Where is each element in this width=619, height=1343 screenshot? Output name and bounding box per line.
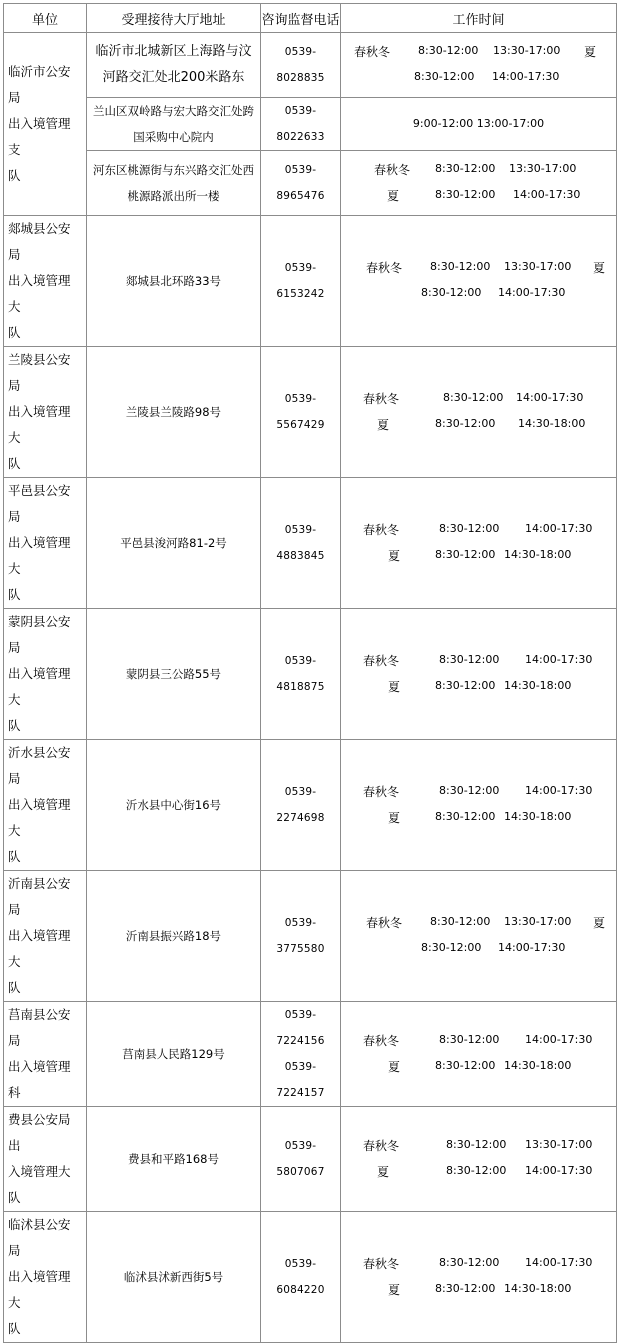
hours-am: 8:30-12:00 bbox=[435, 417, 496, 430]
hours-pm: 14:00-17:30 bbox=[525, 522, 593, 535]
unit-cell bbox=[4, 216, 87, 347]
hours-cell bbox=[341, 347, 617, 478]
phone-cell: 0539-8028835 bbox=[261, 33, 341, 98]
phone-cell: 0539-4818875 bbox=[261, 609, 341, 740]
table-row bbox=[4, 871, 617, 1002]
hours-cell bbox=[341, 151, 617, 216]
hours-am: 8:30-12:00 bbox=[435, 1282, 496, 1295]
hours-pm: 13:30-17:00 bbox=[504, 260, 572, 273]
hours-cell bbox=[341, 98, 617, 151]
unit-line: 出入境管理科 bbox=[8, 1059, 71, 1100]
hours-pm: 14:00-17:30 bbox=[498, 941, 566, 954]
unit-line: 队 bbox=[8, 718, 21, 733]
phone-cell bbox=[261, 1002, 341, 1107]
hours-cell bbox=[341, 1002, 617, 1107]
season-label: 夏 bbox=[388, 811, 401, 825]
unit-line: 出入境管理支 bbox=[8, 116, 71, 157]
address-cell bbox=[87, 151, 261, 216]
address-line: 河东区桃源街与东兴路交汇处西 bbox=[93, 163, 254, 177]
hours-pm: 14:00-17:30 bbox=[525, 1033, 593, 1046]
table-row bbox=[4, 347, 617, 478]
hours-pm: 14:30-18:00 bbox=[504, 1282, 572, 1295]
header-phone: 咨询监督电话 bbox=[261, 4, 341, 33]
hours-am: 8:30-12:00 bbox=[421, 941, 482, 954]
address-cell: 郯城县北环路33号 bbox=[87, 216, 261, 347]
hours-am: 8:30-12:00 bbox=[439, 1033, 500, 1046]
hours-pm: 14:00-17:30 bbox=[525, 1256, 593, 1269]
hours-am: 8:30-12:00 bbox=[435, 810, 496, 823]
unit-line: 出入境管理大 bbox=[8, 273, 71, 314]
hours-am: 8:30-12:00 bbox=[443, 391, 504, 404]
season-label: 夏 bbox=[388, 680, 401, 694]
unit-line: 莒南县公安局 bbox=[8, 1007, 71, 1048]
table-row bbox=[4, 151, 617, 216]
address-cell: 沂水县中心街16号 bbox=[87, 740, 261, 871]
unit-line: 出入境管理大 bbox=[8, 928, 71, 969]
season-label: 春秋冬 bbox=[363, 1257, 400, 1271]
unit-line: 出入境管理大 bbox=[8, 1269, 71, 1310]
unit-line: 队 bbox=[8, 849, 21, 864]
phone-cell: 0539-6084220 bbox=[261, 1212, 341, 1343]
season-label: 夏 bbox=[377, 418, 390, 432]
phone-line: 0539-7224156 bbox=[276, 1009, 325, 1047]
unit-cell bbox=[4, 1002, 87, 1107]
phone-line: 0539-7224157 bbox=[276, 1061, 325, 1099]
table-row bbox=[4, 33, 617, 98]
unit-cell bbox=[4, 609, 87, 740]
address-cell: 兰陵县兰陵路98号 bbox=[87, 347, 261, 478]
hours-am: 8:30-12:00 bbox=[435, 679, 496, 692]
unit-cell bbox=[4, 347, 87, 478]
hours-cell bbox=[341, 216, 617, 347]
unit-line: 临沂市公安局 bbox=[8, 64, 71, 105]
hours-pm: 14:00-17:30 bbox=[513, 188, 581, 201]
hours-single: 9:00-12:00 13:00-17:00 bbox=[412, 117, 545, 130]
hours-pm: 14:30-18:00 bbox=[504, 679, 572, 692]
unit-line: 出入境管理大 bbox=[8, 797, 71, 838]
unit-cell bbox=[4, 1212, 87, 1343]
season-label: 夏 bbox=[377, 1165, 390, 1179]
unit-line: 沂水县公安局 bbox=[8, 745, 71, 786]
address-cell: 平邑县浚河路81-2号 bbox=[87, 478, 261, 609]
unit-cell bbox=[4, 478, 87, 609]
hours-am: 8:30-12:00 bbox=[414, 70, 475, 83]
season-label: 春秋冬 bbox=[363, 1034, 400, 1048]
table-row bbox=[4, 98, 617, 151]
unit-line: 队 bbox=[8, 980, 21, 995]
season-label: 春秋冬 bbox=[366, 261, 403, 275]
hours-pm: 14:30-18:00 bbox=[504, 810, 572, 823]
address-cell: 莒南县人民路129号 bbox=[87, 1002, 261, 1107]
hours-pm: 14:30-18:00 bbox=[504, 1059, 572, 1072]
address-cell bbox=[87, 33, 261, 98]
season-label: 夏 bbox=[593, 261, 606, 275]
season-label: 夏 bbox=[387, 189, 400, 203]
season-label: 春秋冬 bbox=[366, 916, 403, 930]
phone-cell: 0539-3775580 bbox=[261, 871, 341, 1002]
hours-am: 8:30-12:00 bbox=[430, 915, 491, 928]
phone-cell: 0539-5567429 bbox=[261, 347, 341, 478]
header-row bbox=[4, 4, 617, 33]
unit-line: 队 bbox=[8, 168, 21, 183]
hours-pm: 13:30-17:00 bbox=[525, 1138, 593, 1151]
unit-cell bbox=[4, 871, 87, 1002]
phone-cell: 0539-5807067 bbox=[261, 1107, 341, 1212]
table-row bbox=[4, 478, 617, 609]
season-label: 春秋冬 bbox=[363, 785, 400, 799]
season-label: 春秋冬 bbox=[354, 45, 391, 59]
unit-cell bbox=[4, 33, 87, 216]
unit-line: 队 bbox=[8, 587, 21, 602]
hours-cell bbox=[341, 1212, 617, 1343]
unit-line: 出入境管理大 bbox=[8, 666, 71, 707]
address-line: 国采购中心院内 bbox=[133, 130, 214, 144]
address-cell bbox=[87, 98, 261, 151]
hours-pm: 14:30-18:00 bbox=[518, 417, 586, 430]
unit-line: 费县公安局出 bbox=[8, 1112, 71, 1153]
hours-pm: 14:00-17:30 bbox=[525, 784, 593, 797]
season-label: 夏 bbox=[593, 916, 606, 930]
hours-pm: 14:00-17:30 bbox=[516, 391, 584, 404]
table-row bbox=[4, 1002, 617, 1107]
hours-am: 8:30-12:00 bbox=[418, 44, 479, 57]
unit-line: 沂南县公安局 bbox=[8, 876, 71, 917]
phone-cell: 0539-8965476 bbox=[261, 151, 341, 216]
hours-am: 8:30-12:00 bbox=[439, 522, 500, 535]
header-address: 受理接待大厅地址 bbox=[87, 4, 261, 33]
hours-cell bbox=[341, 33, 617, 98]
hours-am: 8:30-12:00 bbox=[439, 1256, 500, 1269]
address-cell: 蒙阴县三公路55号 bbox=[87, 609, 261, 740]
unit-line: 出入境管理大 bbox=[8, 535, 71, 576]
hours-am: 8:30-12:00 bbox=[439, 784, 500, 797]
hours-pm: 14:00-17:30 bbox=[498, 286, 566, 299]
address-cell: 临沭县沭新西街5号 bbox=[87, 1212, 261, 1343]
hours-pm: 13:30-17:00 bbox=[504, 915, 572, 928]
hours-am: 8:30-12:00 bbox=[446, 1164, 507, 1177]
unit-line: 兰陵县公安局 bbox=[8, 352, 71, 393]
unit-line: 临沭县公安局 bbox=[8, 1217, 71, 1258]
table-row bbox=[4, 1107, 617, 1212]
hours-am: 8:30-12:00 bbox=[430, 260, 491, 273]
hours-pm: 14:00-17:30 bbox=[525, 653, 593, 666]
season-label: 夏 bbox=[584, 45, 597, 59]
unit-line: 郯城县公安局 bbox=[8, 221, 71, 262]
address-line: 临沂市北城新区上海路与汶 bbox=[95, 44, 252, 59]
phone-cell: 0539-2274698 bbox=[261, 740, 341, 871]
season-label: 夏 bbox=[388, 1283, 401, 1297]
phone-cell: 0539-8022633 bbox=[261, 98, 341, 151]
unit-line: 队 bbox=[8, 456, 21, 471]
table-row bbox=[4, 609, 617, 740]
address-line: 兰山区双岭路与宏大路交汇处跨 bbox=[93, 104, 254, 118]
season-label: 春秋冬 bbox=[374, 163, 411, 177]
hours-cell bbox=[341, 1107, 617, 1212]
season-label: 春秋冬 bbox=[363, 523, 400, 537]
hours-am: 8:30-12:00 bbox=[435, 1059, 496, 1072]
unit-line: 蒙阴县公安局 bbox=[8, 614, 71, 655]
phone-cell: 0539-6153242 bbox=[261, 216, 341, 347]
hours-pm: 13:30-17:00 bbox=[509, 162, 577, 175]
hours-am: 8:30-12:00 bbox=[421, 286, 482, 299]
office-hours-table bbox=[3, 3, 617, 1343]
hours-cell bbox=[341, 740, 617, 871]
phone-cell: 0539-4883845 bbox=[261, 478, 341, 609]
hours-am: 8:30-12:00 bbox=[439, 653, 500, 666]
season-label: 春秋冬 bbox=[363, 1139, 400, 1153]
season-label: 夏 bbox=[388, 549, 401, 563]
hours-pm: 14:00-17:30 bbox=[492, 70, 560, 83]
season-label: 夏 bbox=[388, 1060, 401, 1074]
header-hours: 工作时间 bbox=[341, 4, 617, 33]
hours-am: 8:30-12:00 bbox=[435, 162, 496, 175]
hours-cell bbox=[341, 871, 617, 1002]
hours-am: 8:30-12:00 bbox=[446, 1138, 507, 1151]
season-label: 春秋冬 bbox=[363, 654, 400, 668]
header-unit: 单位 bbox=[4, 4, 87, 33]
unit-line: 入境管理大队 bbox=[8, 1164, 71, 1205]
table-row bbox=[4, 1212, 617, 1343]
unit-line: 队 bbox=[8, 325, 21, 340]
unit-line: 队 bbox=[8, 1321, 21, 1336]
address-cell: 沂南县振兴路18号 bbox=[87, 871, 261, 1002]
table-row bbox=[4, 740, 617, 871]
hours-cell bbox=[341, 609, 617, 740]
table-row bbox=[4, 216, 617, 347]
unit-cell bbox=[4, 1107, 87, 1212]
address-line: 河路交汇处北200米路东 bbox=[102, 70, 245, 85]
unit-line: 平邑县公安局 bbox=[8, 483, 71, 524]
hours-pm: 14:30-18:00 bbox=[504, 548, 572, 561]
hours-am: 8:30-12:00 bbox=[435, 188, 496, 201]
address-cell: 费县和平路168号 bbox=[87, 1107, 261, 1212]
unit-line: 出入境管理大 bbox=[8, 404, 71, 445]
season-label: 春秋冬 bbox=[363, 392, 400, 406]
address-line: 桃源路派出所一楼 bbox=[127, 189, 220, 203]
hours-pm: 14:00-17:30 bbox=[525, 1164, 593, 1177]
hours-cell bbox=[341, 478, 617, 609]
hours-am: 8:30-12:00 bbox=[435, 548, 496, 561]
hours-pm: 13:30-17:00 bbox=[493, 44, 561, 57]
unit-cell bbox=[4, 740, 87, 871]
